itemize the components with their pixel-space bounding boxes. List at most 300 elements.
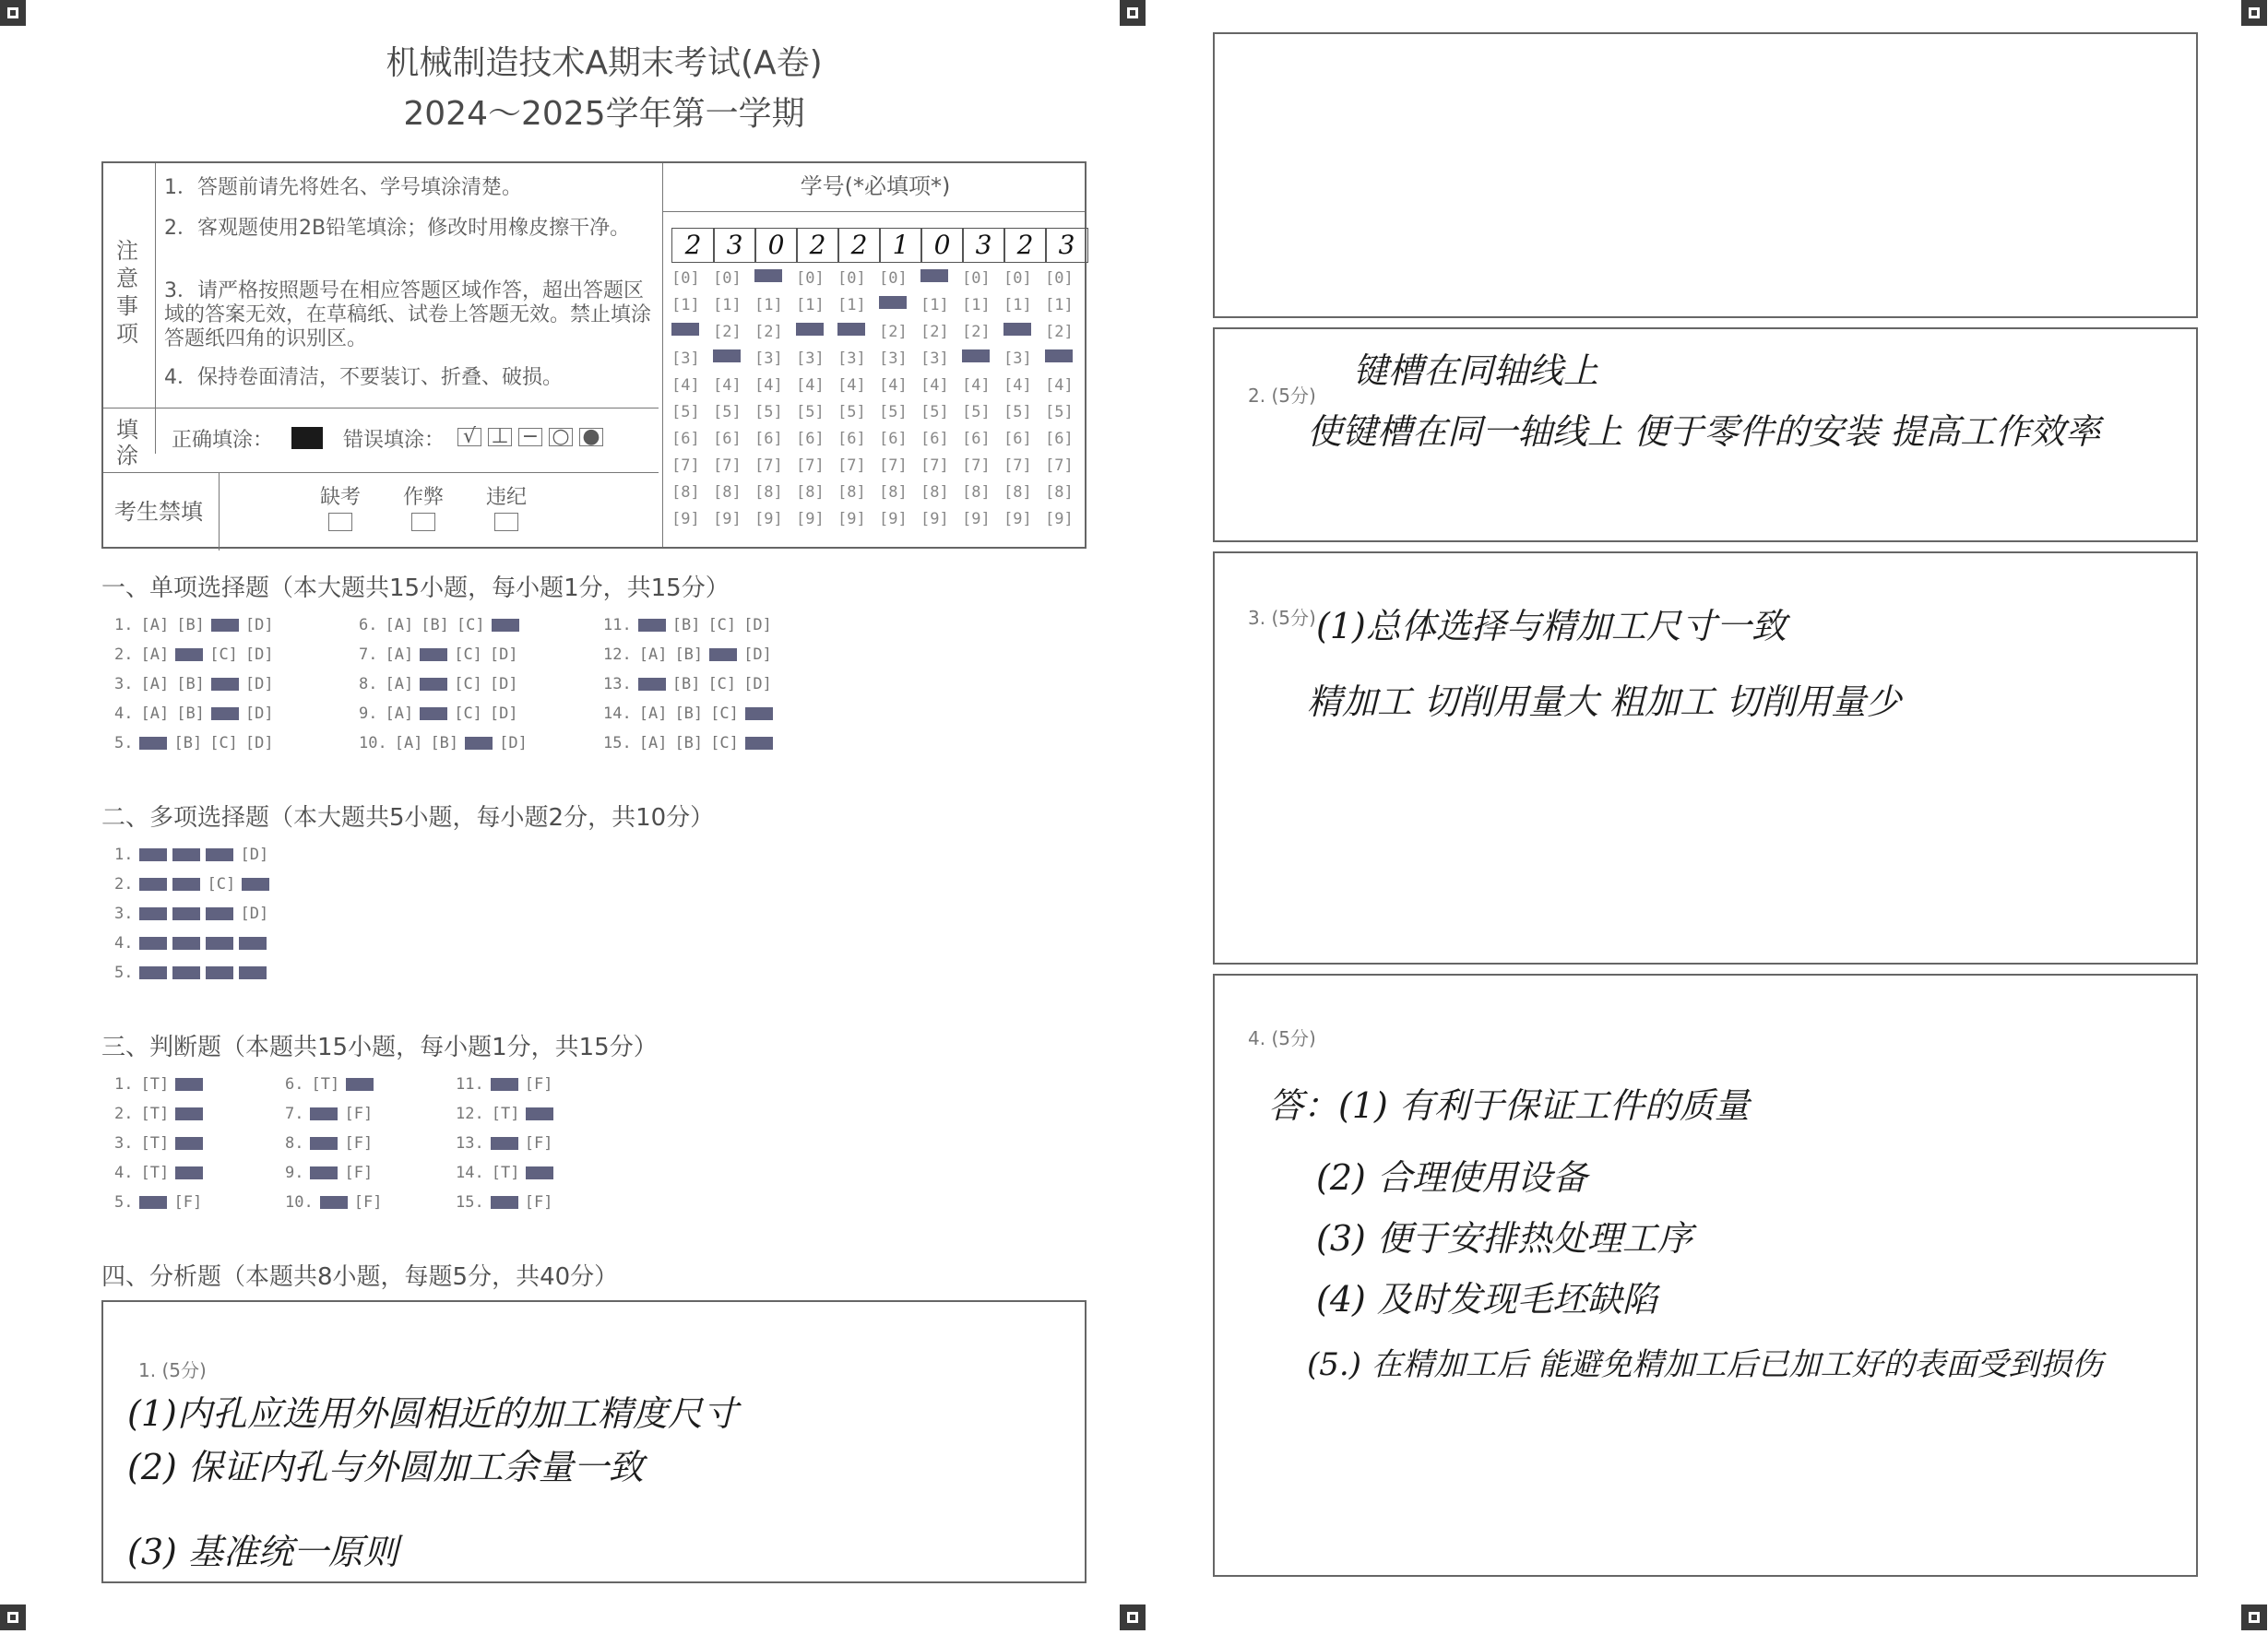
single-choice-row <box>355 645 522 664</box>
id-bubble: [9] <box>713 510 742 528</box>
answer-bubble-filled <box>139 1196 167 1209</box>
id-bubble: [6] <box>796 430 825 448</box>
id-bubble-filled <box>754 269 782 282</box>
id-bubble: [1] <box>962 296 991 314</box>
answer-bubble-filled <box>638 678 666 691</box>
answer-bubble: [C] <box>454 675 482 693</box>
student-id-digit: 1 <box>879 228 922 263</box>
id-bubble: [2] <box>713 323 742 341</box>
id-bubble: [8] <box>920 483 949 502</box>
answer-bubble-filled <box>211 619 239 632</box>
wrong-mark-2: ⊥ <box>488 428 512 446</box>
judgement-row <box>281 1164 376 1182</box>
question-number: 8. <box>285 1134 304 1153</box>
id-bubble-filled <box>1045 349 1073 362</box>
answer-bubble-filled <box>211 678 239 691</box>
id-bubble: [0] <box>671 269 700 288</box>
exam-option-violation: 违纪 <box>486 486 527 534</box>
answer-bubble-filled <box>745 707 773 720</box>
answer-bubble: [D] <box>240 846 269 864</box>
answer-bubble: [D] <box>489 645 518 664</box>
answer-bubble: [B] <box>176 675 205 693</box>
id-bubble: [1] <box>713 296 742 314</box>
answer-bubble: [A] <box>385 645 414 664</box>
id-bubble: [7] <box>879 456 908 475</box>
student-id-digit: 2 <box>671 228 715 263</box>
answer-bubble: [A] <box>140 675 170 693</box>
id-bubble: [1] <box>1045 296 1074 314</box>
answer-bubble-filled <box>172 966 200 979</box>
question-number: 4. <box>114 934 134 953</box>
answer-bubble: [F] <box>524 1193 553 1212</box>
id-bubble: [6] <box>1045 430 1074 448</box>
id-bubble-filled <box>920 269 948 282</box>
answer-bubble: [T] <box>311 1075 340 1094</box>
answer-bubble: [T] <box>140 1105 170 1123</box>
single-choice-row <box>355 705 522 723</box>
q3-line-1: (1)总体选择与精加工尺寸一致 <box>1316 606 1787 646</box>
question-number: 2. <box>114 875 134 894</box>
id-bubble: [4] <box>962 376 991 395</box>
q2-label: 2. (5分) <box>1248 385 1316 407</box>
single-choice-row <box>355 734 531 752</box>
question-number: 2. <box>114 1105 134 1123</box>
question-number: 1. <box>114 1075 134 1094</box>
correct-fill-sample <box>291 427 323 449</box>
single-choice-row <box>600 645 776 664</box>
q1-line-3: (3) 基准统一原则 <box>127 1532 398 1572</box>
id-bubble: [6] <box>713 430 742 448</box>
question-number: 9. <box>359 705 378 723</box>
question-number: 15. <box>456 1193 484 1212</box>
id-bubble: [5] <box>879 403 908 421</box>
wrong-fill-samples <box>457 425 603 449</box>
answer-bubble-filled <box>172 848 200 861</box>
q1-line-2: (2) 保证内孔与外圆加工余量一致 <box>127 1447 644 1487</box>
question-number: 7. <box>285 1105 304 1123</box>
id-bubble: [5] <box>962 403 991 421</box>
answer-bubble: [C] <box>707 675 737 693</box>
answer-bubble: [T] <box>491 1164 520 1182</box>
id-bubble: [4] <box>1045 376 1074 395</box>
multi-choice-row <box>111 846 272 864</box>
student-id-digit: 3 <box>1045 228 1088 263</box>
answer-bubble-filled <box>465 737 493 750</box>
answer-bubble: [D] <box>244 675 274 693</box>
answer-bubble: [C] <box>209 734 238 752</box>
id-bubble: [1] <box>920 296 949 314</box>
id-bubble: [0] <box>796 269 825 288</box>
section3-title: 三、判断题（本题共15小题，每小题1分，共15分） <box>101 1034 658 1061</box>
single-choice-row <box>111 734 278 752</box>
id-bubble: [4] <box>837 376 866 395</box>
answer-bubble: [C] <box>209 645 238 664</box>
q4-line-4: (4) 及时发现毛坯缺陷 <box>1316 1279 1657 1320</box>
id-bubble: [1] <box>837 296 866 314</box>
question-number: 12. <box>603 645 632 664</box>
id-bubble: [2] <box>754 323 783 341</box>
answer-bubble: [T] <box>491 1105 520 1123</box>
answer-bubble-filled <box>242 878 269 891</box>
id-bubble: [0] <box>837 269 866 288</box>
id-bubble: [1] <box>671 296 700 314</box>
notice-label: 注意事项 <box>116 238 138 347</box>
answer-bubble: [A] <box>140 645 170 664</box>
answer-bubble-filled <box>206 848 233 861</box>
answer-bubble-filled <box>175 1078 203 1091</box>
corner-mark-top-left <box>0 0 26 26</box>
answer-bubble-filled <box>638 619 666 632</box>
question-number: 9. <box>285 1164 304 1182</box>
id-bubble: [5] <box>1003 403 1032 421</box>
id-bubble: [0] <box>879 269 908 288</box>
q2-line-1: 键槽在同轴线上 <box>1353 350 1599 391</box>
judgement-row <box>111 1193 206 1212</box>
judgement-row <box>452 1105 556 1123</box>
id-bubble: [0] <box>1045 269 1074 288</box>
answer-bubble-filled <box>139 966 167 979</box>
question-number: 7. <box>359 645 378 664</box>
answer-bubble: [T] <box>140 1164 170 1182</box>
answer-bubble: [D] <box>743 616 772 634</box>
corner-mark-bottom-left <box>0 1604 26 1630</box>
judgement-row <box>111 1164 206 1182</box>
question-number: 5. <box>114 734 134 752</box>
answer-bubble: [D] <box>489 675 518 693</box>
single-choice-row <box>355 675 522 693</box>
question-number: 8. <box>359 675 378 693</box>
id-bubble-filled <box>962 349 990 362</box>
page-subtitle: 2024～2025学年第一学期 <box>403 95 805 133</box>
judgement-row <box>281 1193 386 1212</box>
q1-line-1: (1)内孔应选用外圆相近的加工精度尺寸 <box>127 1393 738 1434</box>
correct-fill-label: 正确填涂： <box>172 429 274 452</box>
answer-bubble: [F] <box>344 1164 374 1182</box>
id-bubble: [4] <box>879 376 908 395</box>
section1-title: 一、单项选择题（本大题共15小题，每小题1分，共15分） <box>101 574 730 602</box>
id-bubble: [5] <box>796 403 825 421</box>
answer-box-q3 <box>1213 551 2198 965</box>
answer-bubble: [A] <box>385 616 414 634</box>
judgement-row <box>452 1134 556 1153</box>
student-id-digit: 0 <box>754 228 798 263</box>
id-bubble: [5] <box>754 403 783 421</box>
answer-box-q1 <box>101 1300 1087 1583</box>
id-bubble: [7] <box>920 456 949 475</box>
single-choice-row <box>111 675 278 693</box>
id-bubble: [3] <box>879 349 908 368</box>
answer-bubble: [B] <box>430 734 459 752</box>
q4-label: 4. (5分) <box>1248 1027 1316 1049</box>
student-id-digit: 3 <box>962 228 1005 263</box>
id-bubble: [5] <box>920 403 949 421</box>
id-bubble: [9] <box>837 510 866 528</box>
id-bubble: [5] <box>1045 403 1074 421</box>
single-choice-row <box>600 705 776 723</box>
corner-mark-bottom-right <box>2241 1604 2267 1630</box>
student-id-digit: 3 <box>713 228 756 263</box>
answer-bubble-filled <box>310 1166 338 1179</box>
judgement-row <box>281 1134 376 1153</box>
notice-item-4: 4．保持卷面清洁，不要装订、折叠、破损。 <box>164 366 563 389</box>
id-bubble: [5] <box>671 403 700 421</box>
id-bubble: [9] <box>754 510 783 528</box>
answer-bubble-filled <box>172 937 200 950</box>
question-number: 5. <box>114 1193 134 1212</box>
answer-bubble: [A] <box>385 705 414 723</box>
question-number: 13. <box>603 675 632 693</box>
question-number: 11. <box>603 616 632 634</box>
question-number: 3. <box>114 1134 134 1153</box>
answer-bubble-filled <box>310 1107 338 1120</box>
id-bubble: [7] <box>713 456 742 475</box>
single-choice-row <box>111 705 278 723</box>
question-number: 5. <box>114 964 134 982</box>
student-id-label: 学号(*必填项*) <box>800 173 951 199</box>
answer-box-q1-continued <box>1213 32 2198 318</box>
id-bubble: [1] <box>1003 296 1032 314</box>
id-bubble: [8] <box>713 483 742 502</box>
wrong-mark-4: ○ <box>549 428 573 446</box>
question-number: 11. <box>456 1075 484 1094</box>
question-number: 1. <box>114 616 134 634</box>
id-bubble: [6] <box>837 430 866 448</box>
answer-bubble-filled <box>211 707 239 720</box>
id-bubble: [6] <box>920 430 949 448</box>
notice-item-3: 3．请严格按照题号在相应答题区域作答，超出答题区域的答案无效，在草稿纸、试卷上答题无效。禁止填涂答题纸四角的识别区。 <box>164 279 652 350</box>
answer-bubble-filled <box>239 937 267 950</box>
id-bubble: [4] <box>671 376 700 395</box>
answer-bubble: [D] <box>244 645 274 664</box>
corner-mark-top-center <box>1120 0 1146 26</box>
answer-bubble: [B] <box>674 645 704 664</box>
judgement-row <box>281 1075 376 1094</box>
section3-answers <box>111 1075 664 1223</box>
answer-bubble: [T] <box>140 1134 170 1153</box>
answer-bubble-filled <box>420 678 447 691</box>
q4-line-1: 答：(1) 有利于保证工件的质量 <box>1268 1085 1750 1126</box>
answer-bubble: [C] <box>707 616 737 634</box>
id-bubble: [6] <box>671 430 700 448</box>
id-bubble: [7] <box>962 456 991 475</box>
answer-bubble: [C] <box>454 645 482 664</box>
id-bubble: [7] <box>754 456 783 475</box>
answer-bubble: [A] <box>638 645 668 664</box>
id-bubble-filled <box>796 323 824 336</box>
id-bubble: [7] <box>671 456 700 475</box>
id-bubble: [7] <box>1003 456 1032 475</box>
id-bubble: [9] <box>879 510 908 528</box>
id-bubble: [8] <box>1003 483 1032 502</box>
answer-bubble-filled <box>491 1137 518 1150</box>
answer-bubble-filled <box>206 907 233 920</box>
id-bubble: [9] <box>671 510 700 528</box>
answer-bubble-filled <box>310 1137 338 1150</box>
q3-label: 3. (5分) <box>1248 607 1316 629</box>
id-bubble: [3] <box>671 349 700 368</box>
id-bubble: [9] <box>796 510 825 528</box>
q3-line-2: 精加工 切削用量大 粗加工 切削用量少 <box>1307 681 1902 722</box>
answer-bubble: [D] <box>244 616 274 634</box>
wrong-mark-1: √ <box>457 428 481 446</box>
answer-bubble-filled <box>526 1166 553 1179</box>
answer-bubble: [F] <box>524 1134 553 1153</box>
answer-bubble: [A] <box>638 705 668 723</box>
answer-bubble-filled <box>320 1196 348 1209</box>
id-bubble: [6] <box>879 430 908 448</box>
id-bubble: [2] <box>1045 323 1074 341</box>
id-bubble: [8] <box>962 483 991 502</box>
answer-bubble: [D] <box>489 705 518 723</box>
answer-bubble-filled <box>175 1166 203 1179</box>
answer-bubble-filled <box>709 648 737 661</box>
multi-choice-row <box>111 905 272 923</box>
answer-bubble-filled <box>139 848 167 861</box>
answer-bubble: [C] <box>710 705 739 723</box>
q4-line-2: (2) 合理使用设备 <box>1316 1157 1587 1198</box>
judgement-row <box>111 1105 206 1123</box>
answer-bubble-filled <box>139 907 167 920</box>
notice-item-1: 1．答题前请先将姓名、学号填涂清楚。 <box>164 176 522 199</box>
answer-bubble: [B] <box>421 616 449 634</box>
answer-bubble-filled <box>172 907 200 920</box>
judgement-row <box>452 1193 556 1212</box>
answer-bubble: [A] <box>385 675 414 693</box>
answer-bubble-filled <box>206 937 233 950</box>
student-id-digit: 2 <box>837 228 881 263</box>
id-bubble: [8] <box>671 483 700 502</box>
question-number: 15. <box>603 734 632 752</box>
answer-bubble: [C] <box>207 875 236 894</box>
id-bubble: [3] <box>837 349 866 368</box>
answer-bubble: [F] <box>344 1105 374 1123</box>
answer-bubble-filled <box>139 878 167 891</box>
answer-bubble-filled <box>491 1078 518 1091</box>
answer-bubble-filled <box>139 937 167 950</box>
info-box <box>101 161 1087 549</box>
question-number: 14. <box>603 705 632 723</box>
id-bubble: [4] <box>796 376 825 395</box>
id-bubble: [0] <box>962 269 991 288</box>
student-id-bubble-grid <box>671 269 1087 546</box>
answer-bubble: [A] <box>140 616 170 634</box>
id-bubble: [3] <box>754 349 783 368</box>
answer-bubble: [B] <box>176 616 205 634</box>
answer-bubble: [B] <box>671 675 701 693</box>
answer-bubble-filled <box>175 1137 203 1150</box>
id-bubble: [3] <box>796 349 825 368</box>
single-choice-row <box>355 616 522 634</box>
answer-bubble: [D] <box>240 905 269 923</box>
wrong-fill-label: 错误填涂： <box>343 429 445 452</box>
question-number: 6. <box>285 1075 304 1094</box>
answer-bubble: [F] <box>173 1193 203 1212</box>
answer-bubble: [B] <box>173 734 203 752</box>
id-bubble: [4] <box>1003 376 1032 395</box>
answer-bubble: [D] <box>743 675 772 693</box>
answer-bubble-filled <box>526 1107 553 1120</box>
exam-status-label: 考生禁填 <box>114 499 203 525</box>
answer-bubble-filled <box>172 878 200 891</box>
question-number: 10. <box>359 734 387 752</box>
id-bubble: [8] <box>796 483 825 502</box>
answer-bubble-filled <box>206 966 233 979</box>
id-bubble: [4] <box>713 376 742 395</box>
answer-bubble-filled <box>346 1078 374 1091</box>
id-bubble: [4] <box>920 376 949 395</box>
notice-item-2: 2．客观题使用2B铅笔填涂；修改时用橡皮擦干净。 <box>164 217 631 240</box>
answer-bubble-filled <box>420 648 447 661</box>
id-bubble: [2] <box>962 323 991 341</box>
single-choice-row <box>600 734 776 752</box>
answer-bubble: [T] <box>140 1075 170 1094</box>
id-bubble: [8] <box>754 483 783 502</box>
id-bubble-filled <box>713 349 741 362</box>
answer-box-q2 <box>1213 327 2198 542</box>
id-bubble-filled <box>1003 323 1031 336</box>
id-bubble: [6] <box>1003 430 1032 448</box>
answer-bubble-filled <box>491 1196 518 1209</box>
answer-bubble: [A] <box>638 734 668 752</box>
single-choice-row <box>111 645 278 664</box>
fill-label: 填涂 <box>116 417 138 468</box>
answer-bubble-filled <box>239 966 267 979</box>
answer-bubble: [D] <box>499 734 528 752</box>
page-title: 机械制造技术A期末考试(A卷) <box>386 44 823 82</box>
id-bubble: [9] <box>1003 510 1032 528</box>
answer-bubble: [F] <box>344 1134 374 1153</box>
answer-bubble: [D] <box>244 734 274 752</box>
question-number: 3. <box>114 905 134 923</box>
id-bubble: [0] <box>713 269 742 288</box>
id-bubble: [1] <box>796 296 825 314</box>
answer-bubble: [A] <box>140 705 170 723</box>
id-bubble: [0] <box>1003 269 1032 288</box>
id-bubble: [3] <box>920 349 949 368</box>
multi-choice-row <box>111 934 269 953</box>
multi-choice-row <box>111 964 269 982</box>
question-number: 10. <box>285 1193 314 1212</box>
question-number: 1. <box>114 846 134 864</box>
exam-option-cheat: 作弊 <box>403 486 444 534</box>
id-bubble: [9] <box>920 510 949 528</box>
answer-bubble: [A] <box>394 734 423 752</box>
answer-bubble-filled <box>175 648 203 661</box>
q4-line-3: (3) 便于安排热处理工序 <box>1316 1218 1692 1259</box>
q2-line-2: 使键槽在同一轴线上 便于零件的安装 提高工作效率 <box>1307 411 2101 452</box>
section1-answers <box>111 616 849 764</box>
question-number: 13. <box>456 1134 484 1153</box>
answer-bubble: [F] <box>353 1193 383 1212</box>
id-bubble-filled <box>837 323 865 336</box>
student-id-digits <box>671 228 1107 265</box>
id-bubble: [6] <box>754 430 783 448</box>
answer-bubble-filled <box>492 619 519 632</box>
q4-line-5: (5.) 在精加工后 能避免精加工后已加工好的表面受到损伤 <box>1307 1346 2103 1383</box>
question-number: 14. <box>456 1164 484 1182</box>
judgement-row <box>111 1075 206 1094</box>
id-bubble: [5] <box>837 403 866 421</box>
q1-label: 1. (5分) <box>138 1359 207 1381</box>
judgement-row <box>281 1105 376 1123</box>
id-bubble: [9] <box>1045 510 1074 528</box>
student-id-digit: 0 <box>920 228 964 263</box>
id-bubble: [7] <box>837 456 866 475</box>
question-number: 12. <box>456 1105 484 1123</box>
answer-box-q4 <box>1213 974 2198 1577</box>
id-bubble: [8] <box>879 483 908 502</box>
id-bubble: [5] <box>713 403 742 421</box>
